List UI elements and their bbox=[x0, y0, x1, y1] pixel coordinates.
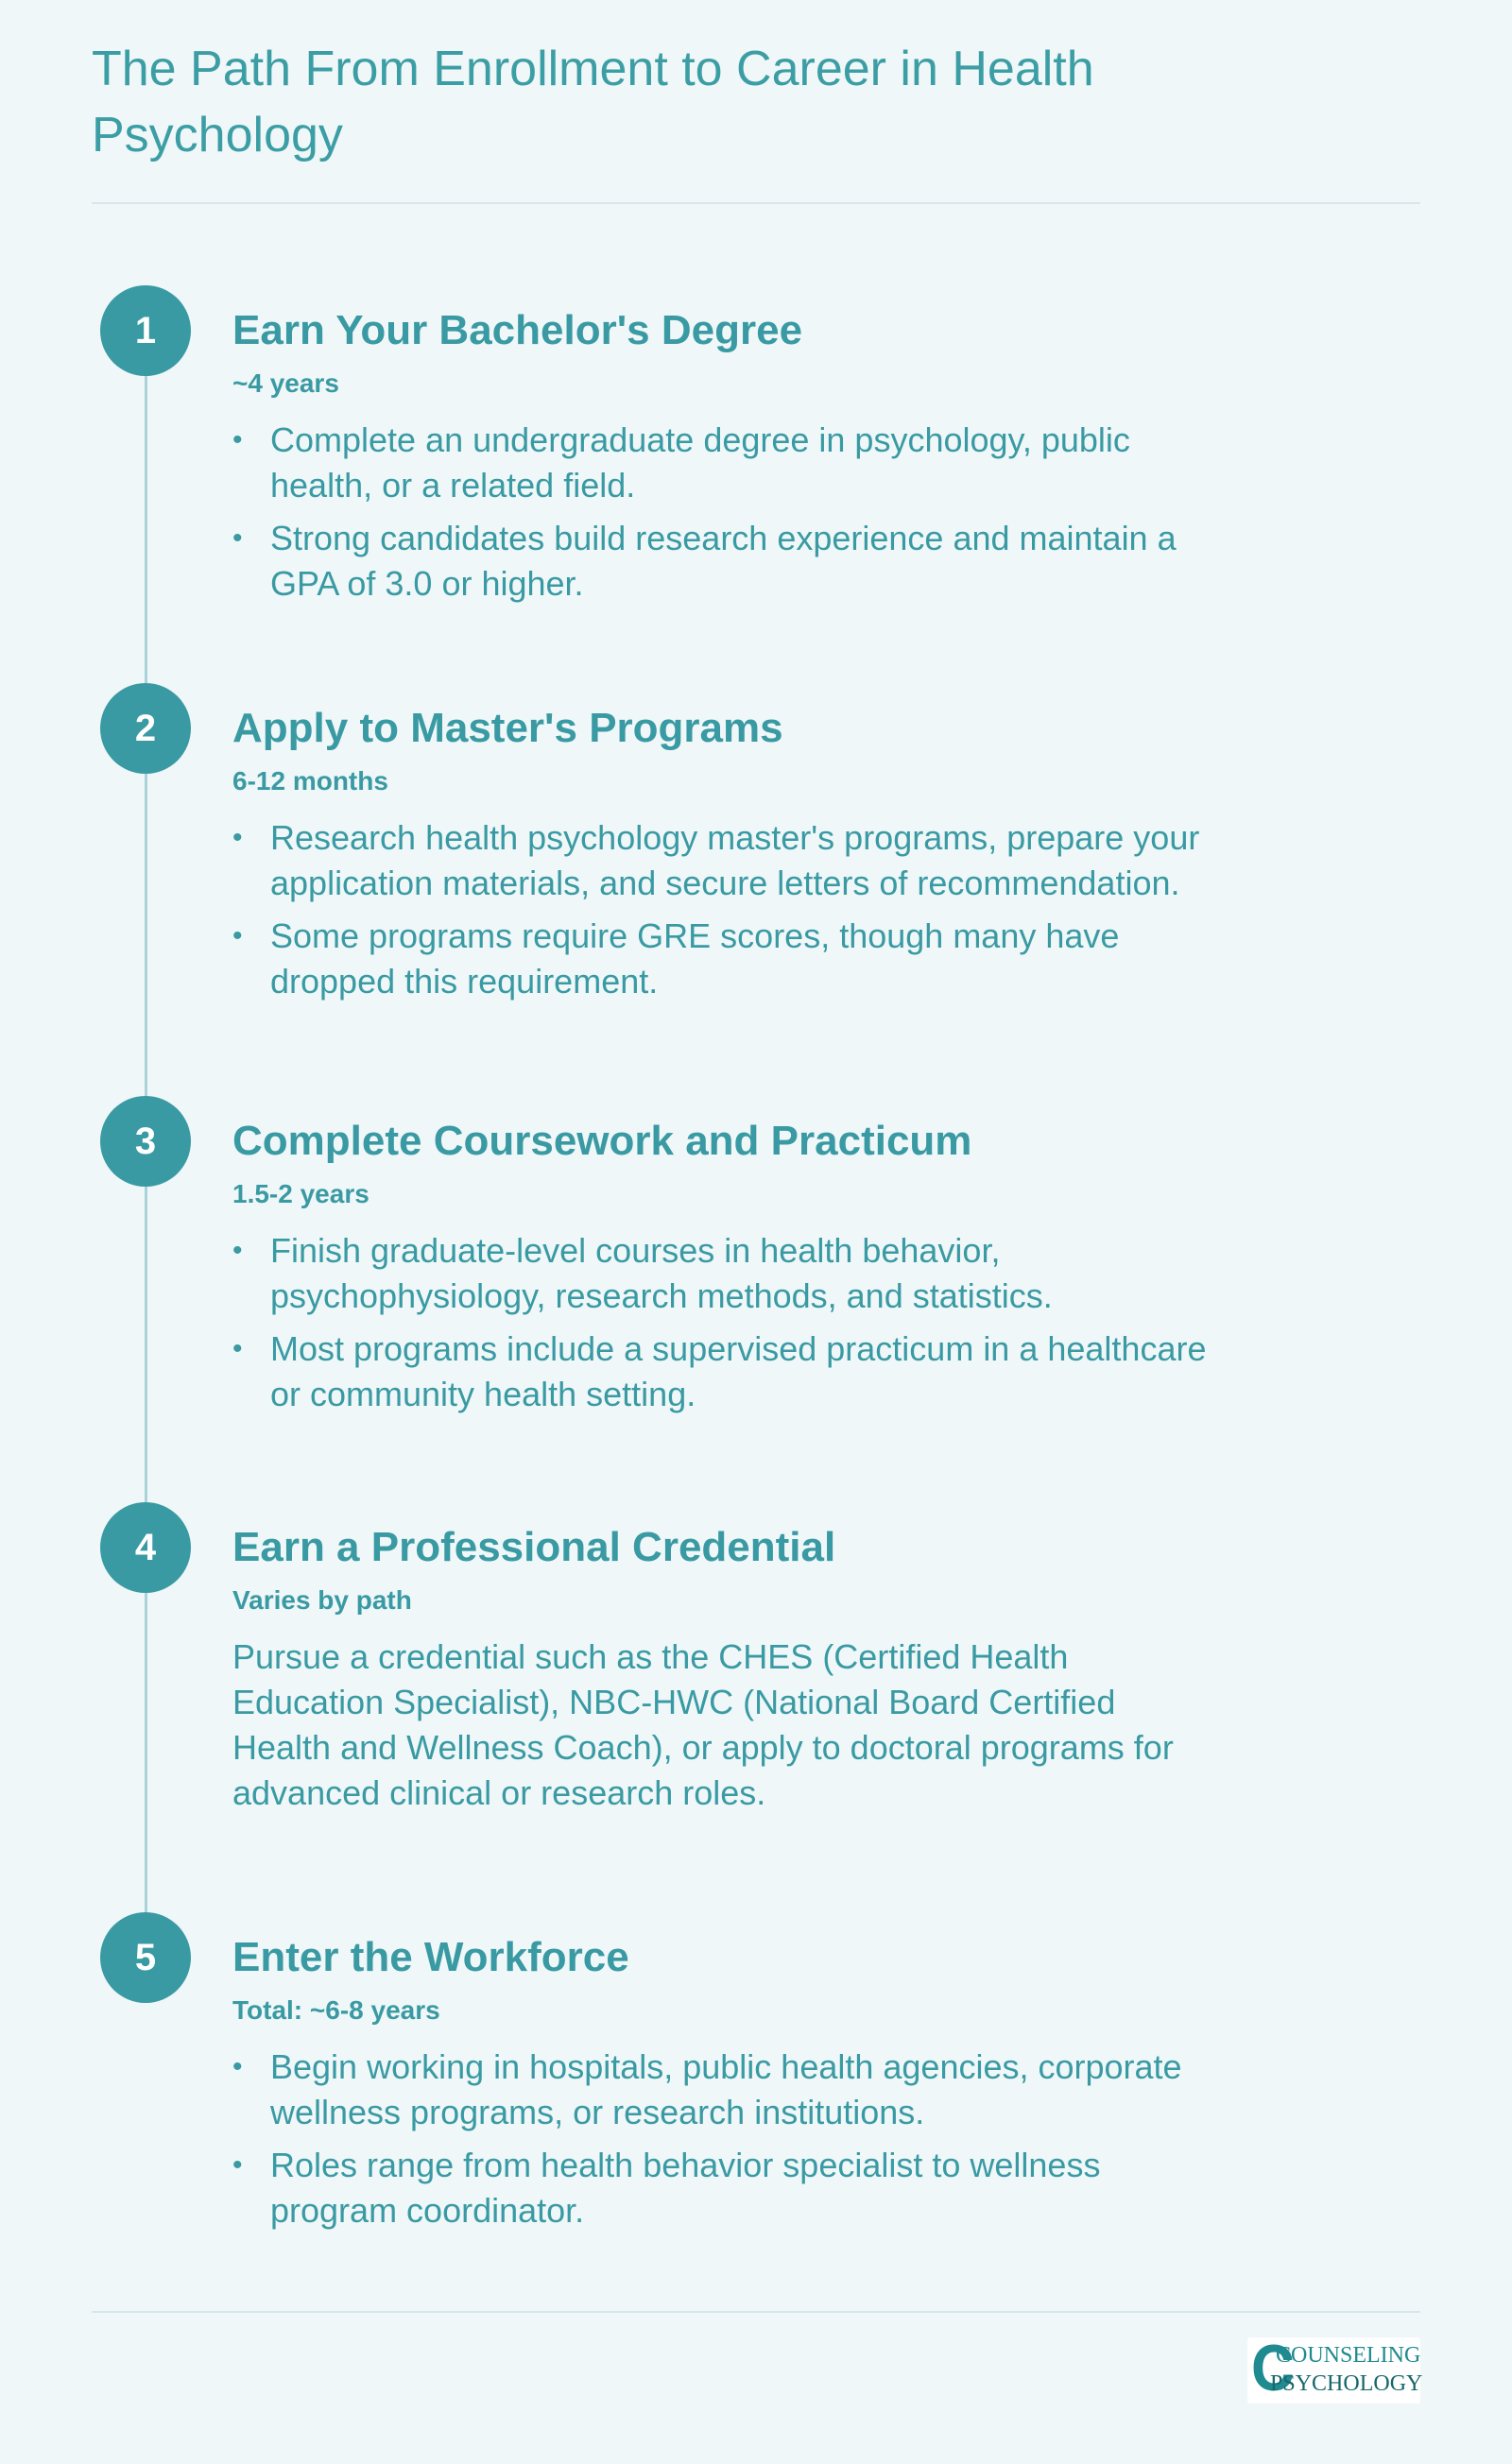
step-bullet: • Finish graduate-level courses in health behavior, psychophysiology, research methods, and statistics. bbox=[232, 1228, 1215, 1319]
step-description: Pursue a credential such as the CHES (Certified Health Education Specialist), NBC-HWC (National Board Certified Health and Wellness Coach), or apply to doctoral programs for advanced clinical or research roles. bbox=[232, 1637, 1174, 1812]
step-title: Complete Coursework and Practicum bbox=[232, 1118, 972, 1164]
step-bullet: • Most programs include a supervised practicum in a healthcare or community health setting. bbox=[232, 1326, 1215, 1417]
step-title: Apply to Master's Programs bbox=[232, 705, 783, 751]
step-number-badge: 5 bbox=[100, 1912, 191, 2003]
page-title: The Path From Enrollment to Career in Health Psychology bbox=[92, 42, 1094, 163]
step-bullet-list bbox=[232, 815, 1215, 1012]
logo-text-line1: COUNSELING bbox=[1276, 2343, 1421, 2368]
step-bullet-list bbox=[232, 418, 1215, 614]
counseling-psychology-logo bbox=[1247, 2335, 1423, 2404]
step-duration: 6-12 months bbox=[232, 766, 388, 796]
step-bullet: • Complete an undergraduate degree in psychology, public health, or a related field. bbox=[232, 418, 1215, 508]
top-divider bbox=[92, 202, 1420, 204]
step-bullet: • Roles range from health behavior specialist to wellness program coordinator. bbox=[232, 2143, 1215, 2233]
step-title: Enter the Workforce bbox=[232, 1934, 629, 1980]
logo-text-line2: PSYCHOLOGY bbox=[1270, 2371, 1423, 2396]
step-duration: 1.5-2 years bbox=[232, 1179, 369, 1208]
step-bullet: • Strong candidates build research experience and maintain a GPA of 3.0 or higher. bbox=[232, 516, 1215, 607]
step-duration: ~4 years bbox=[232, 368, 339, 398]
step-title: Earn Your Bachelor's Degree bbox=[232, 307, 803, 353]
step-duration: Varies by path bbox=[232, 1585, 412, 1615]
step-bullet: • Research health psychology master's programs, prepare your application materials, and secure letters of recommendation. bbox=[232, 815, 1215, 906]
bottom-divider bbox=[92, 2311, 1420, 2313]
logo-head-icon: 𝐂 bbox=[1251, 2335, 1296, 2404]
step-number-badge: 3 bbox=[100, 1096, 191, 1187]
step-bullet: • Begin working in hospitals, public health agencies, corporate wellness programs, or research institutions. bbox=[232, 2045, 1215, 2135]
step-bullet-list bbox=[232, 1228, 1215, 1425]
step-duration: Total: ~6-8 years bbox=[232, 1995, 440, 2025]
step-number-badge: 1 bbox=[100, 285, 191, 376]
step-bullet-list bbox=[232, 2045, 1215, 2241]
step-number-badge: 4 bbox=[100, 1502, 191, 1593]
step-number-badge: 2 bbox=[100, 683, 191, 774]
step-title: Earn a Professional Credential bbox=[232, 1524, 836, 1570]
step-bullet: • Some programs require GRE scores, though many have dropped this requirement. bbox=[232, 914, 1215, 1004]
